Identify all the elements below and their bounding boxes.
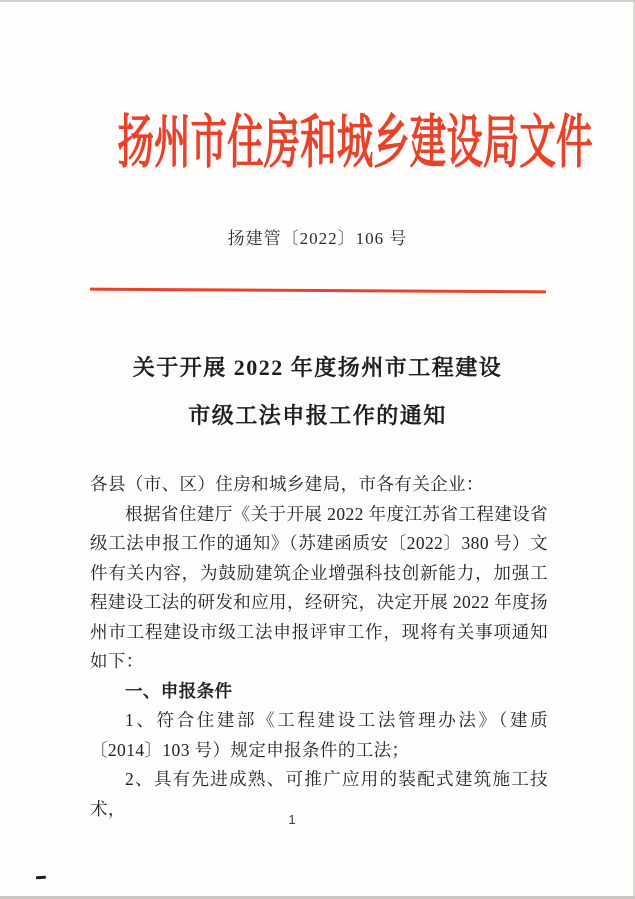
page-number: 1 bbox=[288, 812, 296, 827]
document-reference-number: 扬建管〔2022〕106 号 bbox=[227, 229, 408, 248]
scan-edge-top bbox=[0, 0, 635, 2]
list-item-2: 2、具有先进成熟、可推广应用的装配式建筑施工技术， bbox=[90, 769, 548, 819]
section-heading-application-conditions: 一、申报条件 bbox=[125, 680, 233, 701]
document-title-line2: 市级工法申报工作的通知 bbox=[188, 403, 447, 428]
document-title bbox=[0, 344, 635, 440]
list-item-1: 1、符合住建部《工程建设工法管理办法》（建质〔2014〕103 号）规定申报条件的工法； bbox=[90, 710, 548, 760]
document-body bbox=[90, 470, 548, 824]
salutation-line: 各县（市、区）住房和城乡建局，市各有关企业： bbox=[90, 474, 484, 494]
agency-header-title: 扬州市住房和城乡建设局文件 bbox=[117, 110, 593, 175]
paragraph-intro: 根据省住建厅《关于开展 2022 年度江苏省工程建设省级工法申报工作的通知》（苏建函质安〔2022〕380 号）文件有关内容，为鼓励建筑企业增强科技创新能力，加强工程建设工法的研发和应用，经研究，决定开展 2022 年度扬州市工程建设市级工法申报评审工作，现将有关事项通知如下： bbox=[90, 503, 548, 671]
scan-corner-mark bbox=[36, 876, 46, 880]
red-divider-line bbox=[90, 288, 546, 294]
document-title-line1: 关于开展 2022 年度扬州市工程建设 bbox=[132, 355, 503, 380]
